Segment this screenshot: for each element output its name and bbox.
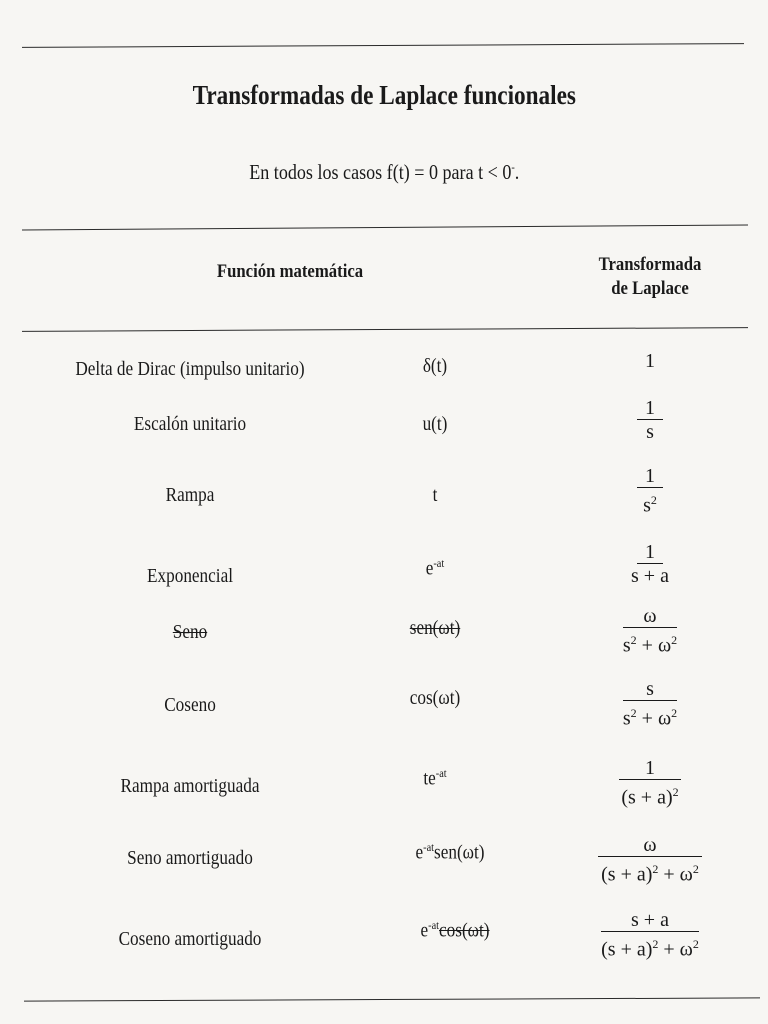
den-sup2: 2	[692, 862, 699, 876]
top-rule	[22, 43, 744, 48]
laplace-fraction	[617, 605, 683, 658]
fx-text: sen(ωt)	[409, 617, 461, 639]
bottom-rule	[24, 997, 760, 1001]
row-name: Escalón unitario	[133, 413, 247, 435]
laplace-value: 1	[645, 350, 655, 372]
fx-sup: -at	[423, 840, 435, 854]
den-sup: 2	[672, 785, 679, 799]
fraction-numerator: ω	[623, 605, 677, 628]
fx-base: e	[415, 841, 424, 864]
fraction-numerator: 1	[619, 757, 681, 780]
laplace-fraction	[637, 397, 663, 444]
laplace-fraction	[615, 757, 684, 810]
row-laplace	[560, 465, 740, 518]
header-laplace-line2: de Laplace	[611, 278, 689, 299]
note-end: .	[514, 160, 520, 184]
fx-sup: -at	[428, 918, 440, 932]
fraction-denominator	[595, 857, 705, 887]
row-name: Delta de Dirac (impulso unitario)	[75, 358, 305, 380]
row-laplace	[560, 397, 740, 444]
den-sup2: 2	[671, 706, 678, 720]
fraction-denominator	[637, 488, 663, 518]
page-title: Transformadas de Laplace funcionales	[192, 80, 576, 110]
fraction-numerator: ω	[598, 834, 702, 857]
row-function: t	[432, 484, 438, 506]
domain-note	[54, 160, 714, 185]
header-top-rule	[22, 224, 748, 230]
row-function	[379, 617, 491, 640]
row-function	[379, 766, 491, 791]
header-laplace-line1: Transformada	[598, 254, 702, 275]
row-name: Coseno amortiguado	[118, 928, 262, 950]
row-function	[379, 556, 491, 581]
laplace-fraction	[595, 834, 705, 887]
row-name: Rampa amortiguada	[120, 775, 260, 797]
fraction-denominator: s + a	[631, 565, 669, 587]
fraction-numerator: 1	[637, 541, 663, 564]
den-sup1: 2	[630, 633, 637, 647]
fx-sup: -at	[433, 556, 445, 570]
row-function	[390, 840, 510, 865]
row-laplace	[560, 909, 740, 962]
den-b: + ω	[658, 863, 693, 886]
laplace-fraction	[625, 541, 675, 588]
laplace-fraction	[637, 465, 663, 518]
den-a: s	[622, 707, 631, 730]
fx-tail: sen(ωt)	[434, 841, 485, 864]
fx-tail: cos(ωt)	[439, 919, 490, 942]
fraction-numerator: s	[623, 678, 677, 701]
den-sup2: 2	[692, 937, 699, 951]
laplace-fraction	[595, 909, 705, 962]
fraction-denominator	[617, 701, 683, 731]
note-sup: -	[511, 160, 515, 174]
fx-base: e	[425, 557, 434, 580]
den-sup2: 2	[671, 633, 678, 647]
fraction-denominator	[617, 628, 683, 658]
den-b: + ω	[636, 707, 672, 730]
header-function: Función matemática	[216, 261, 364, 282]
row-function: cos(ωt)	[409, 687, 461, 709]
fraction-numerator: 1	[637, 465, 663, 488]
row-laplace	[560, 350, 740, 373]
den-sup1: 2	[652, 862, 659, 876]
den-b: + ω	[636, 634, 672, 657]
header-bottom-rule	[22, 327, 748, 332]
laplace-fraction	[617, 678, 683, 731]
fx-sup: -at	[435, 766, 447, 780]
den-a: (s + a)	[601, 938, 653, 961]
row-function: u(t)	[422, 413, 448, 435]
fx-base: e	[420, 919, 429, 942]
row-laplace	[560, 541, 740, 588]
den-a: s	[622, 634, 631, 657]
row-function: δ(t)	[422, 355, 448, 377]
fraction-denominator	[595, 932, 705, 962]
row-laplace	[560, 605, 740, 658]
den-sup1: 2	[652, 937, 659, 951]
den-base: s	[643, 494, 651, 517]
row-laplace	[560, 834, 740, 887]
fraction-numerator: s + a	[601, 909, 699, 932]
row-name	[35, 621, 345, 644]
den-b: + ω	[658, 938, 693, 961]
note-text: En todos los casos f(t) = 0 para t < 0	[249, 160, 512, 184]
row-name: Coseno	[164, 694, 216, 716]
row-name: Seno amortiguado	[127, 847, 253, 869]
fx-base: te	[423, 767, 436, 790]
fraction-denominator: s	[646, 421, 654, 443]
row-laplace	[560, 757, 740, 810]
row-name: Rampa	[165, 484, 215, 506]
fraction-denominator	[615, 780, 684, 810]
row-name-text: Seno	[172, 621, 208, 643]
den-sup1: 2	[630, 706, 637, 720]
row-name: Exponencial	[147, 565, 233, 587]
den-base: (s + a)	[621, 786, 673, 809]
fraction-numerator: 1	[637, 397, 663, 420]
den-sup: 2	[650, 493, 657, 507]
den-a: (s + a)	[601, 863, 653, 886]
header-laplace	[580, 253, 721, 301]
row-laplace	[560, 678, 740, 731]
row-function	[395, 918, 515, 943]
